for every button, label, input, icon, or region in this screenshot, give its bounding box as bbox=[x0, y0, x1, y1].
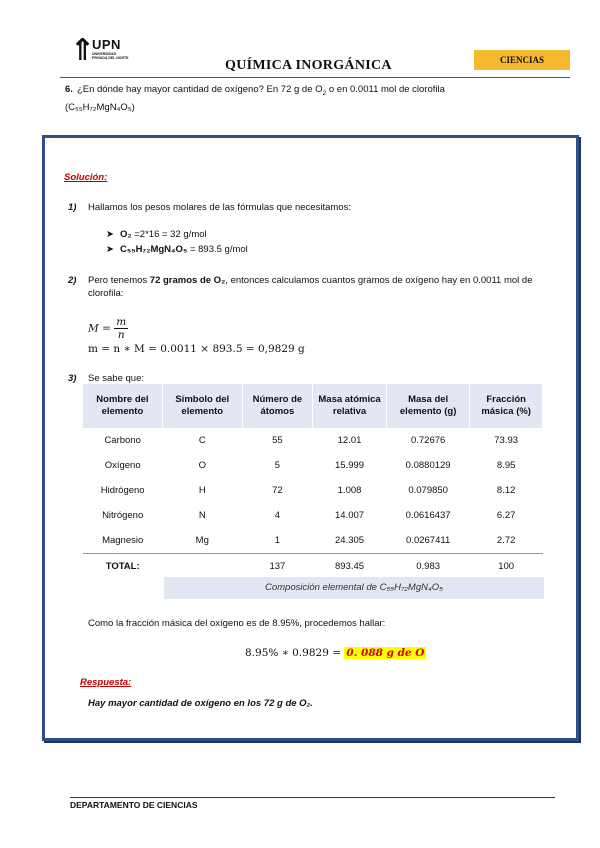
eq1-lhs: M = bbox=[88, 322, 111, 335]
table-row bbox=[83, 503, 543, 528]
step-2-number: 2) bbox=[68, 275, 77, 286]
question-sub: 2 bbox=[322, 89, 327, 97]
step-2-bold: 72 gramos de O₂ bbox=[149, 275, 226, 286]
arrow-bullet-icon: ➤ bbox=[106, 229, 114, 240]
total-atoms: 137 bbox=[242, 554, 312, 580]
question bbox=[65, 83, 555, 115]
footer-text: DEPARTAMENTO DE CIENCIAS bbox=[70, 800, 198, 810]
solution-label: Solución: bbox=[64, 172, 108, 183]
total-atomic-mass: 893.45 bbox=[313, 554, 387, 580]
step-3-number: 3) bbox=[68, 373, 77, 384]
question-number: 6. bbox=[65, 84, 73, 95]
step-2-post: , entonces calculamos cuantos gramos de oxígeno hay en 0.0011 mol de clorofila: bbox=[88, 275, 533, 299]
cell: Hidrógeno bbox=[100, 485, 145, 496]
step-3-text: Se sabe que: bbox=[88, 373, 144, 384]
upn-logo bbox=[70, 36, 130, 70]
cell: H bbox=[198, 485, 206, 496]
ciencias-badge: CIENCIAS bbox=[474, 50, 570, 70]
step-2-pre: Pero tenemos bbox=[88, 275, 150, 286]
cell: 1.008 bbox=[337, 485, 362, 496]
cell: O bbox=[198, 460, 206, 471]
cell: 8.95 bbox=[496, 460, 516, 471]
header-symbol: Símbolo del elemento bbox=[162, 384, 242, 428]
final-equation bbox=[245, 647, 426, 659]
table-total-row bbox=[83, 554, 543, 580]
cell: 55 bbox=[272, 435, 283, 446]
cell: C bbox=[198, 435, 206, 446]
cell: N bbox=[198, 510, 206, 521]
final-equation-pre: 8.95% ∗ 0.9829 = bbox=[245, 647, 345, 659]
cell: Mg bbox=[195, 535, 209, 546]
question-formula: (C₅₅H₇₂MgN₄O₅) bbox=[65, 101, 135, 113]
document-title: QUÍMICA INORGÁNICA bbox=[225, 58, 392, 73]
cell: 15.999 bbox=[335, 460, 365, 471]
cell: 4 bbox=[274, 510, 281, 521]
header-element-mass: Masa del elemento (g) bbox=[386, 384, 469, 428]
cell: 14.007 bbox=[335, 510, 365, 521]
eq1-denominator: n bbox=[117, 329, 125, 341]
cell: 24.305 bbox=[335, 535, 365, 546]
cell: 0.0267411 bbox=[406, 535, 451, 546]
logo-subtitle: UNIVERSIDAD PRIVADA DEL NORTE bbox=[92, 52, 129, 60]
eq1-numerator: m bbox=[116, 316, 127, 328]
cell: 1 bbox=[274, 535, 281, 546]
cell: Magnesio bbox=[102, 535, 144, 546]
equation-mass: m = n ∗ M = 0.0011 × 893.5 = 0,9829 g bbox=[88, 343, 305, 355]
cell: 5 bbox=[274, 460, 281, 471]
bullet-o2 bbox=[106, 229, 207, 240]
header-atoms: Número de átomos bbox=[242, 384, 312, 428]
table-header-row bbox=[83, 384, 543, 428]
final-result-highlight: 0. 088 g de O bbox=[346, 647, 425, 659]
cell bbox=[162, 554, 242, 580]
bullet-chlorophyll-value: = 893.5 g/mol bbox=[187, 244, 248, 255]
equation-molar-mass bbox=[88, 316, 128, 341]
total-label: TOTAL: bbox=[83, 554, 162, 580]
cell: Nitrógeno bbox=[102, 510, 144, 521]
conclusion-text: Como la fracción másica del oxígeno es de 8.95%, procedemos hallar: bbox=[88, 618, 386, 629]
header-name: Nombre del elemento bbox=[83, 384, 162, 428]
bullet-o2-value: =2*16 = 32 g/mol bbox=[131, 229, 207, 240]
step-1-number: 1) bbox=[68, 202, 77, 213]
table-row bbox=[83, 453, 543, 478]
bullet-chlorophyll-formula: C₅₅H₇₂MgN₄O₅ bbox=[120, 244, 188, 255]
cell: 8.12 bbox=[496, 485, 516, 496]
table-caption: Composición elemental de C₅₅H₇₂MgN₄O₅ bbox=[164, 577, 544, 599]
cell: 6.27 bbox=[496, 510, 516, 521]
cell: 2.72 bbox=[496, 535, 516, 546]
table-row bbox=[83, 528, 543, 554]
torch-arrow-icon: ⇑ bbox=[70, 34, 96, 67]
answer-label: Respuesta: bbox=[80, 677, 132, 688]
arrow-bullet-icon: ➤ bbox=[106, 244, 114, 255]
bullet-chlorophyll bbox=[106, 244, 248, 255]
step-1-text: Hallamos los pesos molares de las fórmulas que necesitamos: bbox=[88, 202, 351, 213]
header-divider bbox=[60, 77, 570, 78]
cell: 0.0616437 bbox=[405, 510, 451, 521]
total-fraction: 100 bbox=[470, 554, 543, 580]
question-text-a: ¿En dónde hay mayor cantidad de oxígeno? En 72 g de O bbox=[76, 84, 323, 95]
cell: 12.01 bbox=[337, 435, 362, 446]
header-mass-fraction: Fracción másica (%) bbox=[470, 384, 543, 428]
cell: 73.93 bbox=[494, 435, 519, 446]
logo-text: UPN bbox=[92, 37, 121, 52]
cell: Oxígeno bbox=[104, 460, 141, 471]
step-1 bbox=[68, 201, 538, 214]
footer-divider bbox=[70, 797, 555, 798]
cell: 0.079850 bbox=[408, 485, 448, 496]
header-atomic-mass: Masa atómica relativa bbox=[313, 384, 387, 428]
table-row bbox=[83, 428, 543, 453]
cell: 72 bbox=[272, 485, 283, 496]
total-element-mass: 0.983 bbox=[386, 554, 469, 580]
question-text-b: o en 0.0011 mol de clorofila bbox=[326, 84, 445, 95]
bullet-o2-formula: O₂ bbox=[120, 229, 132, 240]
composition-table bbox=[83, 384, 543, 579]
cell: 0.72676 bbox=[410, 435, 446, 446]
cell: 0.0880129 bbox=[405, 460, 451, 471]
eq1-fraction bbox=[114, 316, 128, 341]
step-2 bbox=[68, 274, 540, 300]
cell: Carbono bbox=[104, 435, 141, 446]
table-row bbox=[83, 478, 543, 503]
answer-text: Hay mayor cantidad de oxígeno en los 72 g de O₂. bbox=[88, 698, 313, 709]
